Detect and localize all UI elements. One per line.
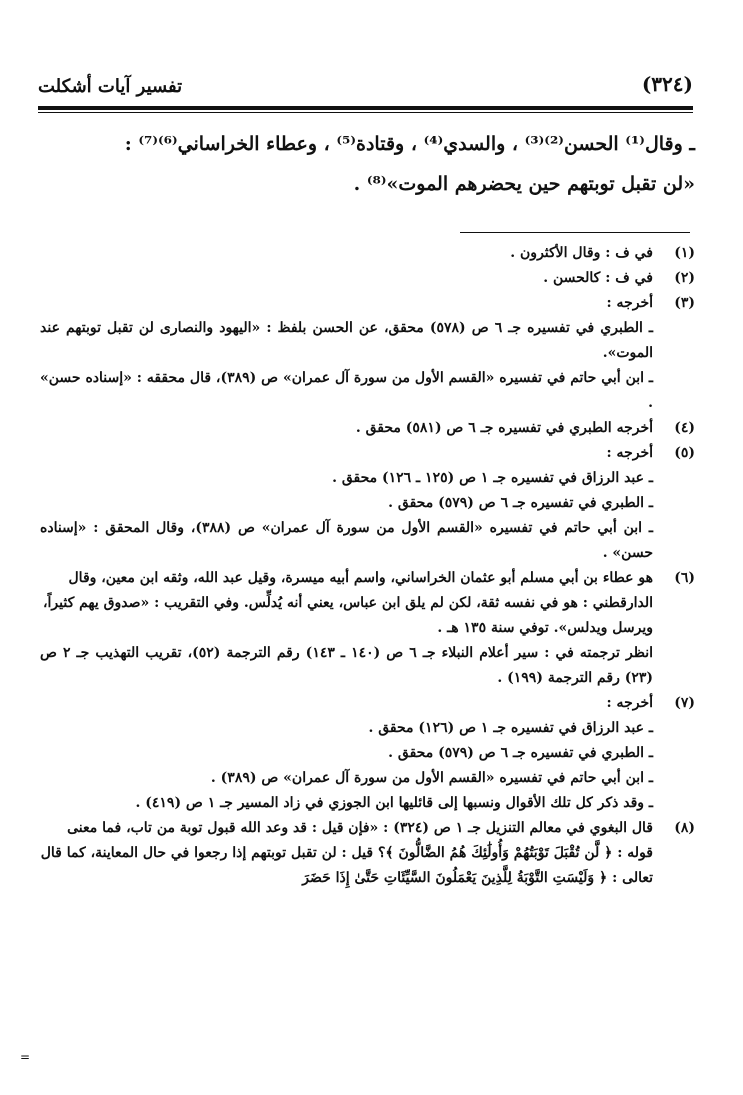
header-rule-thin <box>38 112 693 113</box>
footnote-source: ـ الطبري في تفسيره جـ ٦ ص (٥٧٩) محقق . <box>388 495 653 511</box>
footnote-number: (٣) <box>674 295 695 311</box>
running-title: تفسير آيات أشكلت <box>38 76 183 97</box>
footnote-source: ـ عبد الرزاق في تفسيره جـ ١ ص (١٢٥ ـ ١٢٦) محقق . <box>332 470 653 486</box>
footnote-number: (٨) <box>674 820 695 836</box>
footnote-text: أخرجه الطبري في تفسيره جـ ٦ ص (٥٨١) محقق . <box>355 420 653 436</box>
footnote-source: ـ ابن أبي حاتم في تفسيره «القسم الأول من سورة آل عمران» ص (٣٨٨)، وقال المحقق : «إسناده حسن» . <box>40 520 653 561</box>
footnote-5 <box>40 441 695 566</box>
footnote-text: أخرجه : <box>606 695 653 711</box>
footnote-source: ـ وقد ذكر كل تلك الأقوال ونسبها إلى قائليها ابن الجوزي في زاد المسير جـ ١ ص (٤١٩) . <box>135 795 653 811</box>
footnote-4 <box>40 416 695 441</box>
footnote-source: ـ الطبري في تفسيره جـ ٦ ص (٥٧٨) محقق، عن الحسن بلفظ : «اليهود والنصارى لن تقبل توبتهم عند الموت». <box>40 320 654 361</box>
page-number: (٣٢٤) <box>641 72 693 96</box>
footnote-text: في ف : كالحسن . <box>543 270 653 286</box>
footnote-text: أخرجه : <box>606 445 653 461</box>
page-header <box>38 72 693 102</box>
footnote-6 <box>40 566 695 691</box>
footnote-source: ـ ابن أبي حاتم في تفسيره «القسم الأول من سورة آل عمران» ص (٣٨٩)، قال محققه : «إسناده حسن» . <box>40 370 653 411</box>
main-line-2: «لن تقبل توبتهم حين يحضرهم الموت»⁽⁸⁾ . <box>353 173 695 195</box>
main-line-1: ـ وقال⁽¹⁾ الحسن⁽²⁾⁽³⁾ ، والسدي⁽⁴⁾ ، وقتادة⁽⁵⁾ ، وعطاء الخراساني⁽⁶⁾⁽⁷⁾ : <box>124 133 695 155</box>
footnote-3 <box>40 291 695 416</box>
footnote-source: انظر ترجمته في : سير أعلام النبلاء جـ ٦ ص (١٤٠ ـ ١٤٣) رقم الترجمة (٥٢)، تقريب التهذيب جـ ٢ ص (٢٣) رقم الترجمة (١٩٩) . <box>40 645 653 686</box>
footnote-1 <box>40 241 695 266</box>
footnote-number: (٦) <box>674 570 695 586</box>
footnote-source: ـ عبد الرزاق في تفسيره جـ ١ ص (١٢٦) محقق . <box>368 720 653 736</box>
continuation-mark: = <box>20 1050 31 1064</box>
footnote-2 <box>40 266 695 291</box>
footnote-number: (٧) <box>674 695 695 711</box>
footnote-source: ـ الطبري في تفسيره جـ ٦ ص (٥٧٩) محقق . <box>388 745 653 761</box>
footnote-number: (٢) <box>674 270 695 286</box>
footnote-number: (٥) <box>674 445 695 461</box>
footnote-text: في ف : وقال الأكثرون . <box>510 245 653 261</box>
footnote-separator <box>460 232 690 233</box>
footnote-text: أخرجه : <box>606 295 653 311</box>
footnote-number: (١) <box>674 245 695 261</box>
footnotes <box>40 241 695 891</box>
footnote-text: هو عطاء بن أبي مسلم أبو عثمان الخراساني، واسم أبيه ميسرة، وقيل عبد الله، وثقه ابن معين، وقال الدارقطني : هو في نفسه ثقة، لكن لم يلق ابن عباس، يعني أنه يُدلِّس. وفي التقريب : «صدوق يهم كثيراً، ويرسل ويدلس». توفي سنة ١٣٥ هـ . <box>42 570 653 636</box>
footnote-number: (٤) <box>674 420 695 436</box>
footnote-text: قال البغوي في معالم التنزيل جـ ١ ص (٣٢٤) : «فإن قيل : قد وعد الله قبول توبة من تاب، فما معنى قوله : ﴿ لَّن تُقْبَلَ تَوْبَتُهُمْ وَأُولَٰئِكَ هُمُ الضَّالُّونَ ﴾؟ قيل : لن تقبل توبتهم إذا رجعوا في حال المعاينة، كما قال تعالى : ﴿ وَلَيْسَتِ التَّوْبَةُ لِلَّذِينَ يَعْمَلُونَ السَّيِّئَاتِ حَتَّىٰ إِذَا حَضَرَ <box>40 820 653 886</box>
header-rule <box>38 106 693 110</box>
footnote-7 <box>40 691 695 816</box>
footnote-source: ـ ابن أبي حاتم في تفسيره «القسم الأول من سورة آل عمران» ص (٣٨٩) . <box>210 770 653 786</box>
footnote-8 <box>40 816 695 891</box>
main-text <box>40 124 695 204</box>
